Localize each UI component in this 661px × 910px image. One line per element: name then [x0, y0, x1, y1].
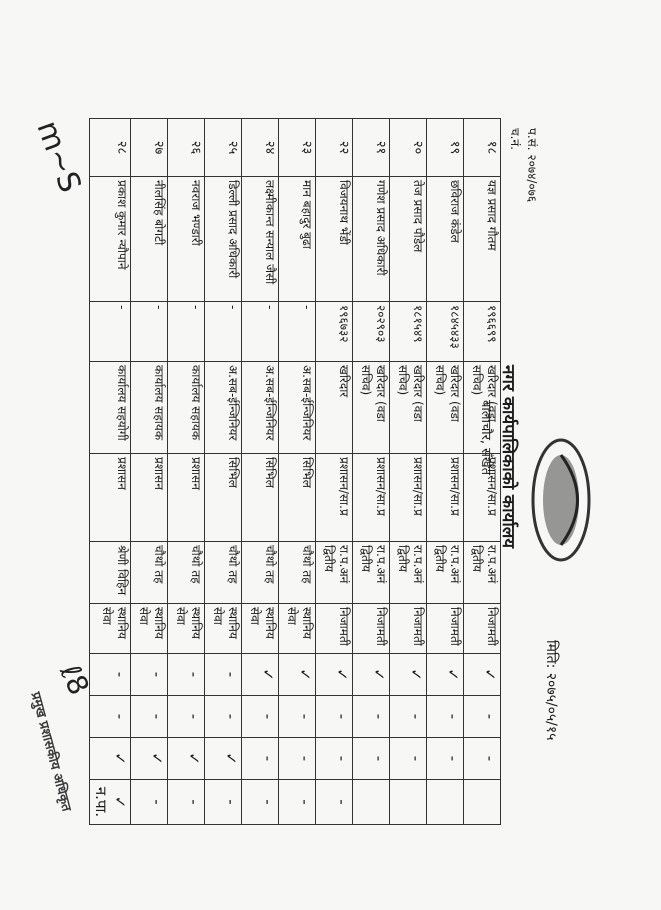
table-row [316, 119, 353, 825]
emblem-logo [519, 415, 599, 585]
cell-level: रा.प.अनं द्वितीय [427, 542, 464, 604]
cell-post: अ.सब-ईन्जिनियर [242, 362, 279, 454]
cell-id: - [205, 302, 242, 362]
cell-tick4: - [131, 780, 168, 825]
cell-name: डिल्ली प्रसाद अधिकारी [205, 177, 242, 302]
cell-type: निजामती [316, 604, 353, 654]
cell-tick4: ✓ न.पा. [90, 780, 131, 825]
cell-service: प्रशासन [131, 454, 168, 542]
cell-tick3: - [242, 738, 279, 780]
cell-name: नीलसिंह बोगटी [131, 177, 168, 302]
cell-sn: २६ [168, 119, 205, 177]
letter-number: प.सं. २०७४/०७६ [525, 128, 539, 203]
table-row [279, 119, 316, 825]
table-row [353, 119, 390, 825]
cell-sn: २५ [205, 119, 242, 177]
table-row [242, 119, 279, 825]
cell-tick1: ✓ [316, 654, 353, 696]
cell-tick1: ✓ [390, 654, 427, 696]
cell-post: अ.सब-ईन्जिनियर [279, 362, 316, 454]
cell-tick2: - [390, 696, 427, 738]
cell-id: - [131, 302, 168, 362]
cell-tick3: ✓ [205, 738, 242, 780]
cell-type: निजामती [390, 604, 427, 654]
cell-level: चौथो तह [242, 542, 279, 604]
cell-tick4 [390, 780, 427, 825]
cell-tick3: ✓ [131, 738, 168, 780]
official-stamp: प्रमुख प्रशासकीय अधिकृत [27, 690, 74, 814]
table-row [168, 119, 205, 825]
table-row [427, 119, 464, 825]
cell-type: स्थानिय सेवा [205, 604, 242, 654]
cell-level: चौथो तह [168, 542, 205, 604]
cell-service: सिभिल [279, 454, 316, 542]
cell-tick3: - [316, 738, 353, 780]
cell-level: रा.प.अनं द्वितीय [316, 542, 353, 604]
cell-sn: २४ [242, 119, 279, 177]
cell-level: रा.प.अनं द्वितीय [464, 542, 501, 604]
cell-tick4 [353, 780, 390, 825]
document-date: मिति: २०७५/०५/१५ [543, 640, 559, 741]
cell-sn: २८ [90, 119, 131, 177]
cell-type: निजामती [353, 604, 390, 654]
cell-tick2: - [427, 696, 464, 738]
office-address: बालाचौर, सँखेत [478, 400, 493, 476]
cell-type: स्थानिय सेवा [90, 604, 131, 654]
staff-table [90, 118, 502, 825]
cell-post: खरिदार (वडा सचिव) [427, 362, 464, 454]
cell-tick1: ✓ [242, 654, 279, 696]
cell-post: कार्यालय सहयोगी [90, 362, 131, 454]
cell-post: खरिदार [316, 362, 353, 454]
cell-tick1: - [205, 654, 242, 696]
cell-tick3: ✓ [90, 738, 131, 780]
cell-tick3: - [427, 738, 464, 780]
cell-service: प्रशासन [90, 454, 131, 542]
cell-post: खरिदार (वडा सचिव) [464, 362, 501, 454]
office-name: नगर कार्यपालिकाको कार्यालय [498, 365, 518, 549]
cell-type: निजामती [464, 604, 501, 654]
cell-tick4 [464, 780, 501, 825]
cell-tick1: - [131, 654, 168, 696]
cell-id: - [242, 302, 279, 362]
cell-tick2: - [279, 696, 316, 738]
cell-id: १९६६९९ [464, 302, 501, 362]
cell-service: प्रशासन [168, 454, 205, 542]
table-row [131, 119, 168, 825]
cell-id: - [279, 302, 316, 362]
cell-sn: २१ [353, 119, 390, 177]
table-row [390, 119, 427, 825]
signature-left: m~S [29, 116, 88, 198]
cell-name: गणेश प्रसाद अधिकारी [353, 177, 390, 302]
cell-name: यज्ञ प्रसाद गौतम [464, 177, 501, 302]
cell-type: निजामती [427, 604, 464, 654]
cell-level: रा.प.अनं द्वितीय [390, 542, 427, 604]
cell-name: लक्ष्मीकान्त सन्याल जैसी [242, 177, 279, 302]
cell-service: प्रशासन/सा.प्र [316, 454, 353, 542]
cell-type: स्थानिय सेवा [279, 604, 316, 654]
cell-tick4: - [316, 780, 353, 825]
cell-tick1: ✓ [464, 654, 501, 696]
cell-tick4: - [205, 780, 242, 825]
cell-service: प्रशासन/सा.प्र [353, 454, 390, 542]
cell-post: कार्यालय सहायक [131, 362, 168, 454]
cell-tick2: - [90, 696, 131, 738]
cell-type: स्थानिय सेवा [131, 604, 168, 654]
cell-tick4: - [279, 780, 316, 825]
cell-tick1: - [168, 654, 205, 696]
cell-tick2: - [242, 696, 279, 738]
cell-name: मान बहादुर बुढा [279, 177, 316, 302]
cell-post: अ.सब-ईन्जिनियर [205, 362, 242, 454]
cell-tick2: - [353, 696, 390, 738]
cell-level: रा.प.अनं द्वितीय [353, 542, 390, 604]
cell-tick4: - [168, 780, 205, 825]
signature-right: ℓ8 [53, 659, 96, 700]
cell-name: छविराज कंडेल [427, 177, 464, 302]
cell-id: १९६७३२ [316, 302, 353, 362]
cell-tick1: - [90, 654, 131, 696]
cell-id: - [90, 302, 131, 362]
cell-tick4 [427, 780, 464, 825]
cell-tick2: - [168, 696, 205, 738]
cell-service: प्रशासन/सा.प्र [427, 454, 464, 542]
cell-post: खरिदार (वडा सचिव) [390, 362, 427, 454]
cell-tick3: - [464, 738, 501, 780]
cell-sn: २७ [131, 119, 168, 177]
cell-tick2: - [316, 696, 353, 738]
cell-service: सिभिल [242, 454, 279, 542]
cell-tick1: ✓ [427, 654, 464, 696]
cell-level: चौथो तह [279, 542, 316, 604]
cell-sn: १९ [427, 119, 464, 177]
table-row [464, 119, 501, 825]
cell-tick3: - [279, 738, 316, 780]
cell-sn: २३ [279, 119, 316, 177]
cell-type: स्थानिय सेवा [242, 604, 279, 654]
cell-tick1: ✓ [353, 654, 390, 696]
cell-tick2: - [205, 696, 242, 738]
cell-sn: २० [390, 119, 427, 177]
cell-id: - [168, 302, 205, 362]
cell-tick1: ✓ [279, 654, 316, 696]
cell-id: १८४५४३३ [427, 302, 464, 362]
cell-type: स्थानिय सेवा [168, 604, 205, 654]
cell-post: खरिदार (वडा सचिव) [353, 362, 390, 454]
cell-tick2: - [464, 696, 501, 738]
cell-level: श्रेणी विहिन [90, 542, 131, 604]
cell-level: चौथो तह [131, 542, 168, 604]
cell-tick3: - [390, 738, 427, 780]
cell-name: प्रकाश कुमार न्यौपाने [90, 177, 131, 302]
dispatch-number: च.नं. [508, 128, 522, 150]
cell-tick3: ✓ [168, 738, 205, 780]
table-row [90, 119, 131, 825]
cell-service: प्रशासन/सा.प्र [464, 454, 501, 542]
cell-name: नवराज भण्डारी [168, 177, 205, 302]
cell-id: २०२९०३ [353, 302, 390, 362]
cell-tick2: - [131, 696, 168, 738]
cell-service: सिभिल [205, 454, 242, 542]
cell-sn: १८ [464, 119, 501, 177]
cell-tick4: - [242, 780, 279, 825]
table-row [205, 119, 242, 825]
cell-sn: २२ [316, 119, 353, 177]
cell-level: चौथो तह [205, 542, 242, 604]
cell-tick3: - [353, 738, 390, 780]
cell-post: कार्यालय सहायक [168, 362, 205, 454]
cell-id: १८१५४९ [390, 302, 427, 362]
cell-name: विजयनाथ भेंडी [316, 177, 353, 302]
cell-name: तेज प्रसाद पौडेल [390, 177, 427, 302]
cell-service: प्रशासन/सा.प्र [390, 454, 427, 542]
